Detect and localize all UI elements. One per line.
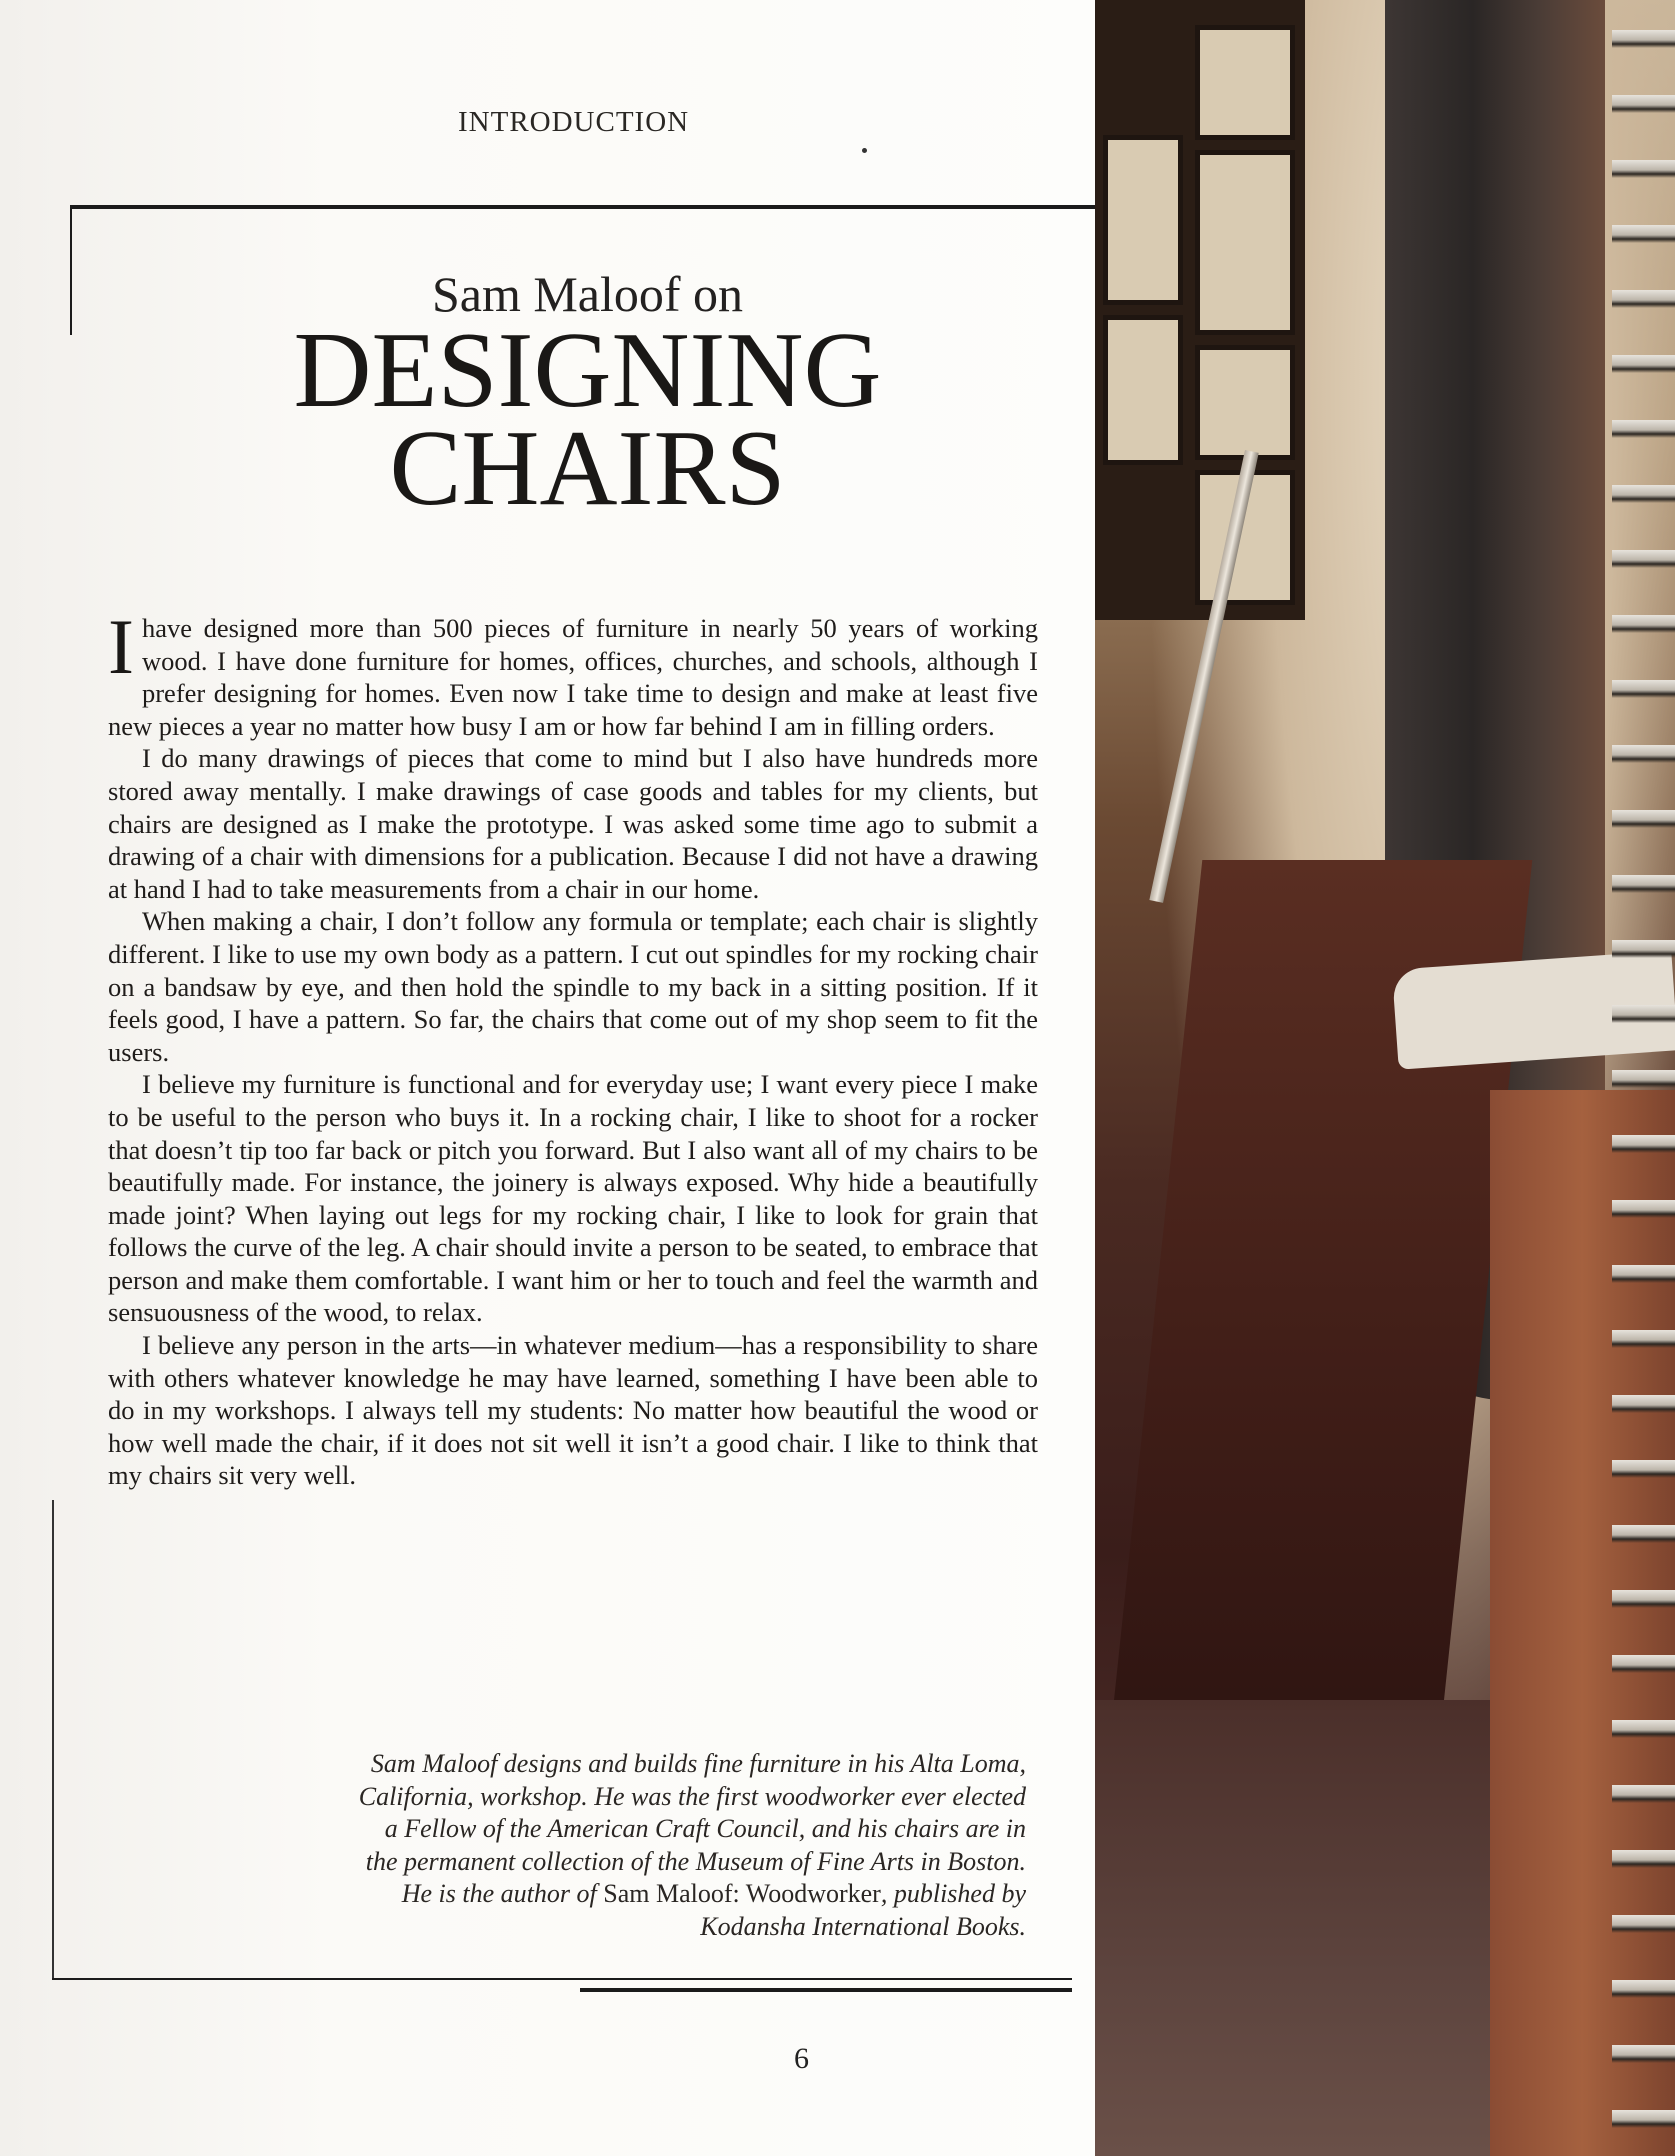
page-title — [0, 311, 1175, 528]
author-bio — [350, 1748, 1026, 1943]
workshop-photo — [1095, 0, 1675, 2156]
paragraph-1-text: have designed more than 500 pieces of furniture in nearly 50 years of working wood. I have done furniture for homes, offices, churches, and schools, although I prefer designing for homes. Even now I take time to design and make at least five new pieces a year no matter how busy I am or how far behind I am in filling orders. — [108, 613, 1038, 741]
frame-small — [1103, 315, 1183, 465]
left-rule-lower — [52, 1500, 54, 1980]
paragraph-1 — [108, 603, 1038, 742]
top-rule — [70, 205, 1096, 209]
bottom-rule — [52, 1978, 1072, 1980]
title-line-2: CHAIRS — [389, 409, 786, 528]
picture-frames — [1095, 0, 1305, 620]
frame-print-2 — [1195, 345, 1295, 460]
frame-abstract — [1103, 135, 1183, 305]
article-body — [108, 603, 1038, 1492]
paragraph-4: I believe my furniture is functional and for everyday use; I want every piece I make to be useful to the person who buys it. In a rocking chair, I like to shoot for a rocker that doesn’t tip too far back or pitch you forward. But I also want all of my chairs to be beautifully made. For instance, the joinery is always exposed. Why hide a beautifully made joint? When laying out legs for my rocking chair, I like to look for grain that follows the curve of the leg. A chair should invite a person to be seated, to embrace that person and make them comfortable. I want him or her to touch and feel the warmth and sensuousness of the wood, to relax. — [108, 1069, 1038, 1328]
paragraph-5: I believe any person in the arts—in whatever medium—has a responsibility to share with others whatever knowledge he may have learned, something I have been able to do in my workshops. I always tell my students: No matter how beautiful the wood or how well made the chair, if it does not sit well it isn’t a good chair. I like to think that my chairs sit very well. — [108, 1330, 1038, 1491]
spiral-binding — [1612, 0, 1675, 2156]
paragraph-2: I do many drawings of pieces that come to mind but I also have hundreds more stored away mentally. I make drawings of case goods and tables for my clients, but chairs are designed as I make the prototype. I was asked some time ago to submit a drawing of a chair with dimensions for a publication. Because I did not have a drawing at hand I had to take measurements from a chair in our home. — [108, 743, 1038, 904]
page-number: 6 — [794, 2042, 809, 2075]
section-header: INTRODUCTION — [458, 106, 690, 138]
page-mark — [862, 148, 867, 153]
title-prefix: Sam Maloof on — [431, 266, 744, 322]
bio-book-title: Sam Maloof: Woodworker — [603, 1879, 881, 1908]
frame-print — [1195, 150, 1295, 335]
bottom-rule-thick — [580, 1988, 1072, 1992]
drop-cap: I — [108, 603, 134, 690]
bio-text-1: Sam Maloof designs and builds fine furniture in his Alta Loma, California, workshop. He was the first woodworker ever elected a Fellow of the American Craft Council, and his chairs are in the permanent collection of the Museum of Fine Arts in Boston. He is the author of — [358, 1749, 1026, 1908]
title-line-1: DESIGNING — [293, 311, 882, 430]
frame-vase — [1195, 25, 1295, 140]
bio-text-2: , published by Kodansha International Books. — [700, 1879, 1026, 1941]
paragraph-3: When making a chair, I don’t follow any formula or template; each chair is slightly different. I like to use my own body as a pattern. I cut out spindles for my rocking chair on a bandsaw by eye, and then hold the spindle to my back in a sitting position. If it feels good, I have a pattern. So far, the chairs that come out of my shop seem to fit the users. — [108, 906, 1038, 1067]
